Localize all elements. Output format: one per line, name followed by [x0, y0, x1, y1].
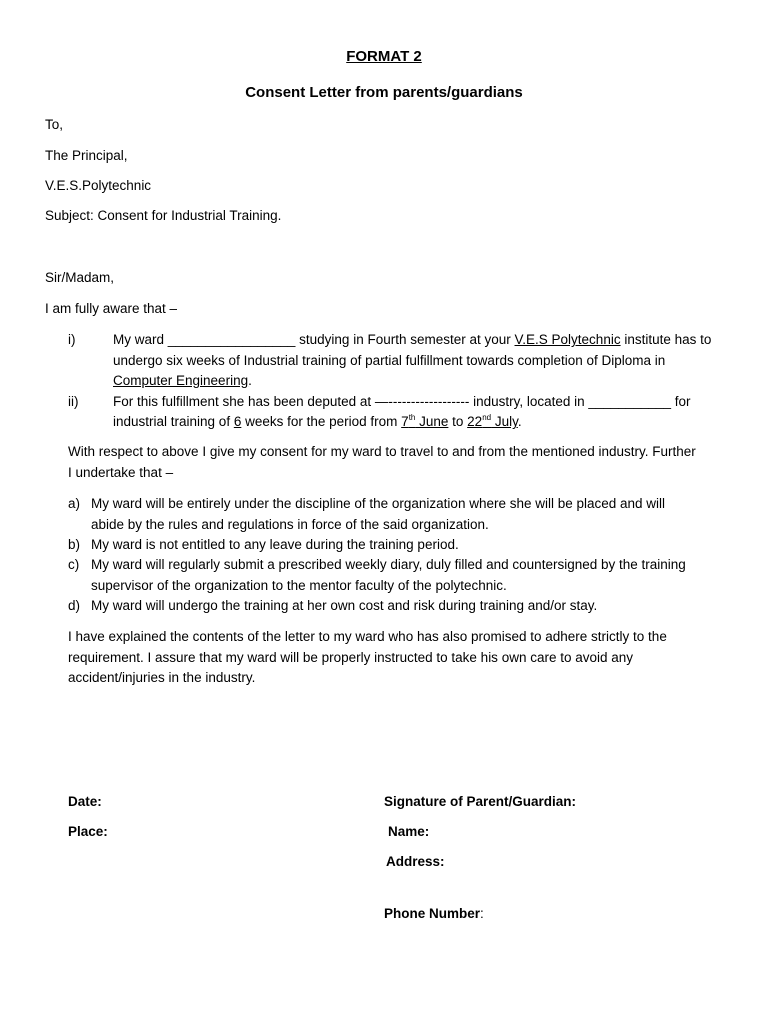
- list-marker: c): [68, 557, 80, 572]
- closing-paragraph-line: requirement. I assure that my ward will be properly instructed to take his own care to avoid any: [68, 650, 634, 665]
- list-item-line: abide by the rules and regulations in force of the said organization.: [91, 517, 489, 532]
- from-date: 7th June: [401, 413, 449, 429]
- consent-paragraph-line: I undertake that –: [68, 465, 174, 480]
- consent-paragraph-line: With respect to above I give my consent for my ward to travel to and from the mentioned industry. Further: [68, 444, 696, 459]
- recipient-line: The Principal,: [45, 148, 128, 163]
- to-date: 22nd July: [467, 413, 518, 429]
- name-label: Name:: [388, 824, 430, 839]
- signature-label: Signature of Parent/Guardian:: [384, 794, 577, 809]
- closing-paragraph-line: I have explained the contents of the letter to my ward who has also promised to adhere strictly to the: [68, 629, 667, 644]
- branch-name: Computer Engineering: [113, 373, 249, 388]
- list-item-line: undergo six weeks of Industrial training of partial fulfillment towards completion of Diploma in: [113, 353, 666, 368]
- list-item-line: My ward will undergo the training at her own cost and risk during training and/or stay.: [91, 598, 598, 613]
- list-marker: b): [68, 537, 81, 552]
- list-item-line: My ward will regularly submit a prescribed weekly diary, duly filled and countersigned by the training: [91, 557, 686, 572]
- list-item-line: supervisor of the organization to the mentor faculty of the polytechnic.: [91, 578, 507, 593]
- phone-label: Phone Number:: [384, 906, 484, 921]
- subject-line: Subject: Consent for Industrial Training.: [45, 208, 282, 223]
- list-marker: ii): [68, 394, 79, 409]
- list-item-line: My ward _________________ studying in Fourth semester at your V.E.S Polytechnic institute has to: [113, 332, 712, 347]
- closing-paragraph-line: accident/injuries in the industry.: [68, 670, 256, 685]
- address-label: Address:: [386, 854, 445, 869]
- list-item-line: My ward will be entirely under the discipline of the organization where she will be placed and will: [91, 496, 666, 511]
- intro-line: I am fully aware that –: [45, 301, 178, 316]
- list-item-line: For this fulfillment she has been deputed at —------------------ industry, located in ___________ for: [113, 394, 691, 409]
- date-label: Date:: [68, 794, 102, 809]
- letter-title: Consent Letter from parents/guardians: [245, 84, 523, 101]
- to-line: To,: [45, 117, 64, 132]
- list-marker: i): [68, 332, 76, 347]
- format-heading: FORMAT 2: [346, 48, 422, 65]
- place-label: Place:: [68, 824, 108, 839]
- list-marker: a): [68, 496, 81, 511]
- institution-line: V.E.S.Polytechnic: [45, 178, 152, 193]
- location-blank: ___________: [588, 394, 671, 409]
- institute-name: V.E.S Polytechnic: [514, 332, 621, 347]
- weeks-value: 6: [233, 414, 242, 429]
- list-item-line: Computer Engineering.: [113, 373, 252, 388]
- ward-name-blank: _________________: [167, 332, 296, 347]
- list-marker: d): [68, 598, 81, 613]
- company-blank: —------------------: [374, 394, 470, 409]
- salutation: Sir/Madam,: [45, 270, 115, 285]
- list-item-line: industrial training of 6 weeks for the period from 7th June to 22nd July.: [113, 413, 522, 429]
- list-item-line: My ward is not entitled to any leave during the training period.: [91, 537, 459, 552]
